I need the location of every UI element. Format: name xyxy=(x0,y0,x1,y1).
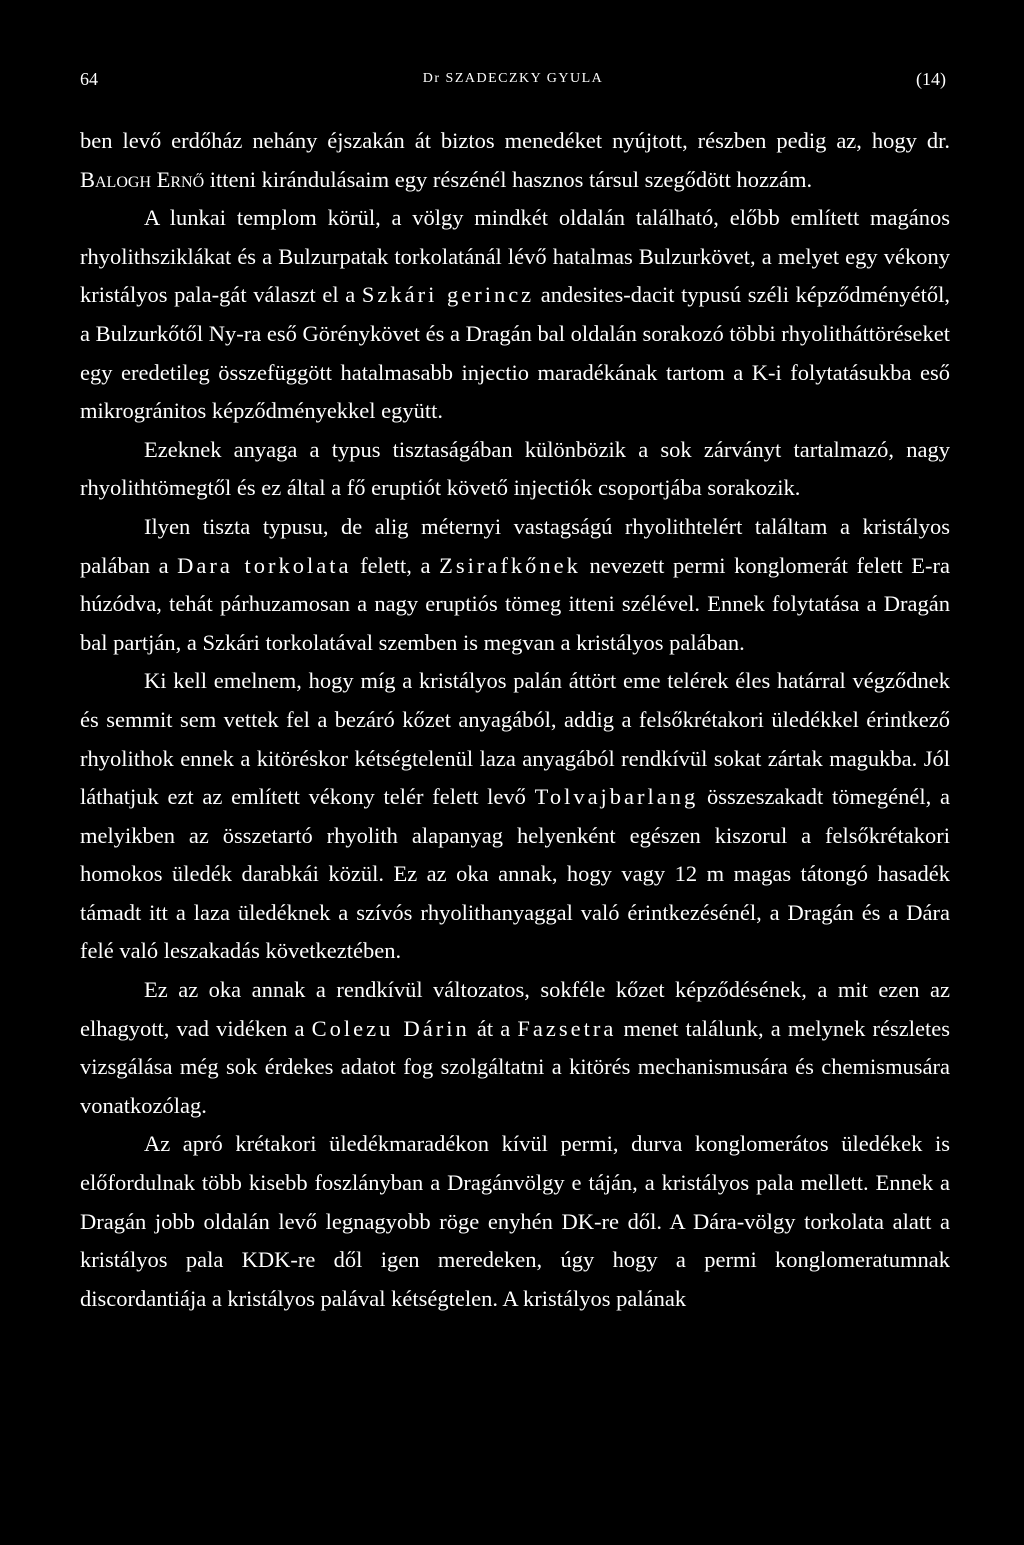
text-run: át a xyxy=(469,1015,518,1041)
paragraph xyxy=(80,662,950,971)
page-number: 64 xyxy=(80,69,98,89)
text-run: ben levő erdőház nehány éjszakán át biztos menedéket nyújtott, részben pedig az, hogy dr. xyxy=(80,128,950,153)
text-run: felett, a xyxy=(351,552,440,578)
spaced-place-name: Dara torkolata xyxy=(177,552,352,578)
paragraph xyxy=(80,431,950,508)
spaced-place-name: Zsirafkőnek xyxy=(439,552,581,578)
name-smallcaps: Balogh Ernő xyxy=(80,166,205,192)
section-number: (14) xyxy=(916,69,946,89)
spaced-place-name: Fazsetra xyxy=(517,1015,617,1041)
paragraph xyxy=(80,1125,950,1318)
text-run: andesites-dacit typusú széli képződményétől, a Bulzurkőtől Ny-ra eső Görénykövet és a Dragán bal oldalán sorakozó többi rhyolitháttöréseket egy eredetileg összefüggött hatalmasabb injectio maradékának tartom a K-i folytatásukba eső mikrogránitos képződményekkel együtt. xyxy=(80,282,950,424)
paragraph xyxy=(80,508,950,662)
paragraph xyxy=(80,199,950,431)
text-run: A lunkai templom körül, a völgy mindkét oldalán található, előbb említett magános rhyolithsziklákat és a Bulzurpatak torkolatánál lévő hatalmas Bulzurkövet, a melyet egy vékony kristályos pala-gát választ el a xyxy=(80,205,950,308)
text-run: összeszakadt tömegénél, a melyikben az összetartó rhyolith alapanyag helyenként egészen kiszorul a felsőkrétakori homokos üledék darabkái közül. Ez az oka annak, hogy vagy 12 m magas tátongó hasadék támadt itt a laza üledéknek a szívós rhyolithanyaggal való érintkezésénél, a Dragán és a Dára felé való leszakadás következtében. xyxy=(80,784,950,964)
text-run: Az apró krétakori üledékmaradékon kívül permi, durva konglomerátos üledékek is előfordulnak több kisebb foszlányban a Dragánvölgy e táján, a kristályos pala mellett. Ennek a Dragán jobb oldalán levő legnagyobb röge enyhén DK-re dől. A Dára-völgy torkolata alatt a kristályos pala KDK-re dől igen meredeken, úgy hogy a permi konglomeratumnak discordantiája a kristályos palával kétségtelen. A kristályos palának xyxy=(80,1131,950,1311)
paragraph xyxy=(80,122,950,199)
text-run: menet találunk, a melynek részletes vizsgálása még sok érdekes adatot fog szolgáltatni a kitörés mechanismusára és chemismusára vonatkozólag. xyxy=(80,1015,950,1118)
spaced-place-name: Colezu Dárin xyxy=(311,1015,470,1041)
text-run: Ez az oka annak a rendkívül változatos, sokféle kőzet képződésének, a mit ezen az elhagyott, vad vidéken a xyxy=(80,977,950,1041)
paragraph xyxy=(80,971,950,1125)
spaced-place-name: Tolvajbarlang xyxy=(534,784,699,810)
text-run: Ilyen tiszta typusu, de alig méternyi vastagságú rhyolithtelért találtam a kristályos palában a xyxy=(80,513,950,578)
text-run: itteni kirándulásaim egy részénél hasznos társul szegődött hozzám. xyxy=(204,166,813,192)
text-run: nevezett permi konglomerát felett E-ra húzódva, tehát párhuzamosan a nagy eruptiós tömeg itteni szélével. Ennek folytatása a Dragán bal partján, a Szkári torkolatával szemben is megvan a kristályos palában. xyxy=(80,552,950,655)
text-run: Ezeknek anyaga a typus tisztaságában különbözik a sok zárványt tartalmazó, nagy rhyolithtömegtől és ez által a fő eruptiót követő injectiók csoportjába sorakozik. xyxy=(80,436,950,501)
running-head-author: Dr SZADECZKY GYULA xyxy=(422,71,604,86)
text-run: Ki kell emelnem, hogy míg a kristályos palán áttört eme telérek éles határral végződnek és semmit sem vettek fel a bezáró kőzet anyagából, addig a felsőkrétakori üledékkel érintkező rhyolithok ennek a kitöréskor kétségtelenül laza anyagából rendkívül sokat zártak magukba. Jól láthatjuk ezt az említett vékony telér felett levő xyxy=(80,668,950,810)
spaced-place-name: Szkári gerincz xyxy=(361,282,535,308)
body-text xyxy=(80,122,950,1318)
running-header xyxy=(80,64,946,94)
